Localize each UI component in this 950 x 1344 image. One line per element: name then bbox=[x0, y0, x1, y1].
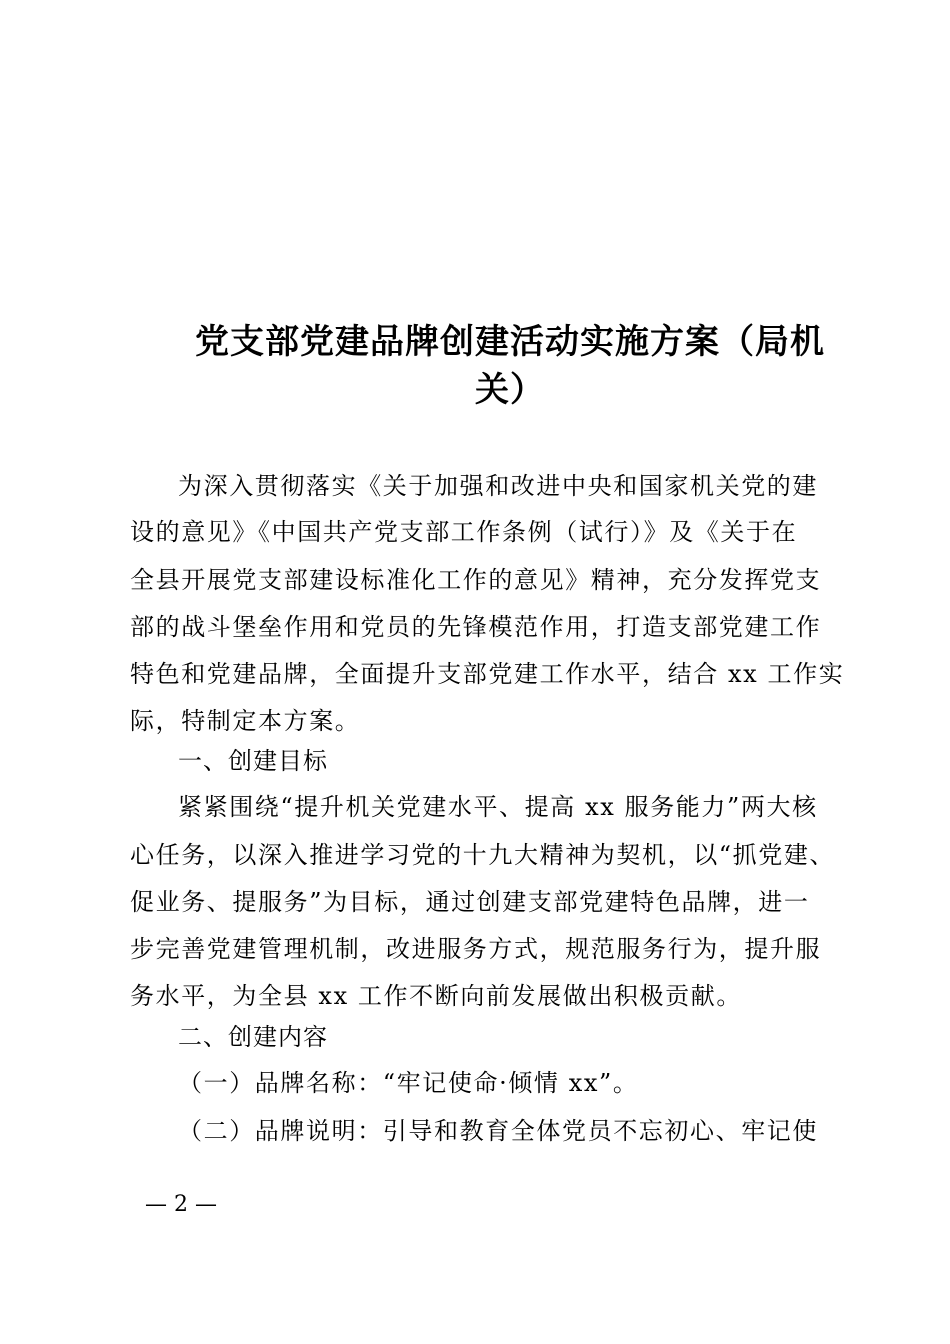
paragraph-line: 部的战斗堡垒作用和党员的先锋模范作用，打造支部党建工作 bbox=[130, 613, 822, 641]
paragraph-line: 全县开展党支部建设标准化工作的意见》精神，充分发挥党支 bbox=[130, 566, 822, 594]
paragraph-line: 际，特制定本方案。 bbox=[130, 707, 361, 735]
section-heading: 二、创建内容 bbox=[178, 1023, 328, 1051]
paragraph-line: 步完善党建管理机制，改进服务方式，规范服务行为，提升服 bbox=[130, 935, 822, 963]
paragraph-line: 为深入贯彻落实《关于加强和改进中央和国家机关党的建 bbox=[178, 472, 818, 500]
document-title bbox=[180, 318, 840, 414]
section-heading: 一、创建目标 bbox=[178, 747, 328, 775]
title-line: 党支部党建品牌创建活动实施方案（局机 bbox=[195, 322, 825, 362]
paragraph-line: 紧紧围绕“提升机关党建水平、提高 xx 服务能力”两大核 bbox=[178, 793, 818, 821]
paragraph-line: （一）品牌名称：“牢记使命·倾情 xx”。 bbox=[178, 1069, 639, 1097]
paragraph-line: （二）品牌说明：引导和教育全体党员不忘初心、牢记使 bbox=[178, 1117, 818, 1145]
paragraph-line: 心任务，以深入推进学习党的十九大精神为契机，以“抓党建、 bbox=[130, 841, 836, 869]
paragraph-line: 促业务、提服务”为目标，通过创建支部党建特色品牌，进一 bbox=[130, 888, 810, 916]
title-line: 关） bbox=[475, 370, 545, 410]
paragraph-line: 特色和党建品牌，全面提升支部党建工作水平，结合 xx 工作实 bbox=[130, 660, 845, 688]
paragraph-line: 务水平，为全县 xx 工作不断向前发展做出积极贡献。 bbox=[130, 982, 742, 1010]
paragraph-line: 设的意见》《中国共产党支部工作条例（试行）》及《关于在 bbox=[130, 518, 798, 546]
page-number: — 2 — bbox=[145, 1192, 217, 1217]
